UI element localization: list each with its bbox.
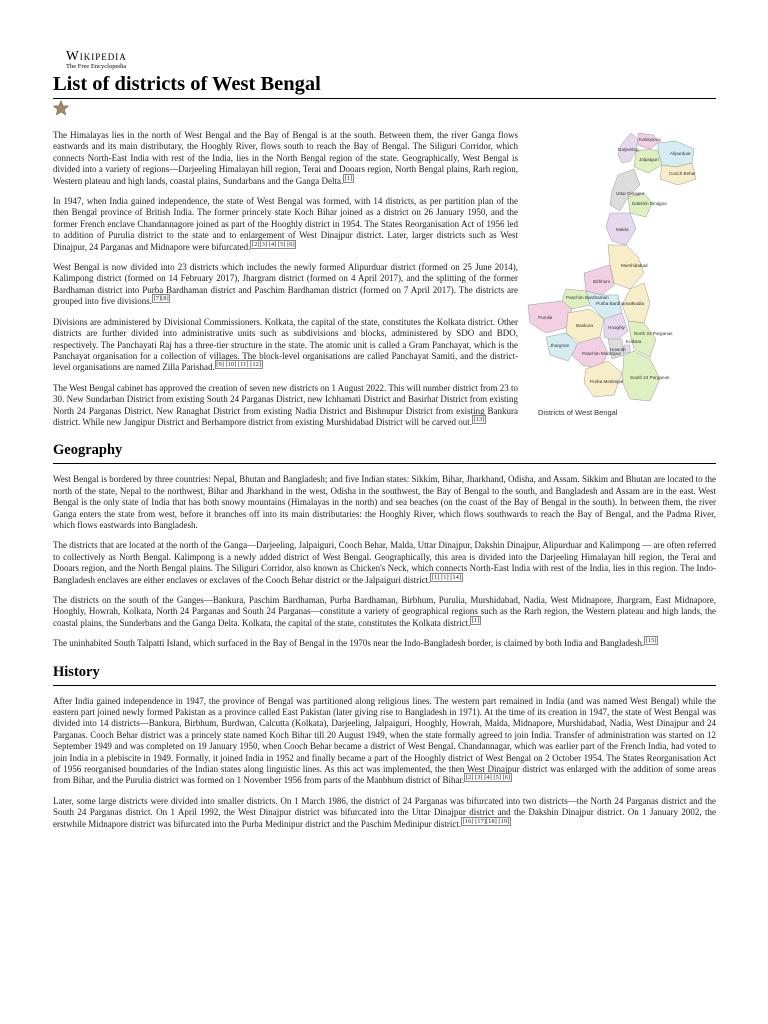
map-label: Cooch Behar [669, 171, 696, 176]
section-heading-geography: Geography [53, 442, 123, 459]
map-caption: Districts of West Bengal [538, 408, 618, 417]
map-label: Paschim Medinipur [582, 351, 622, 356]
map-label: South 24 Parganas [630, 375, 670, 380]
map-label: Nadia [632, 301, 645, 306]
map-label: Darjeeling [618, 147, 639, 152]
district-map-figure [526, 133, 716, 418]
history-paragraph-1 [53, 696, 716, 787]
map-label: Howrah [610, 347, 626, 352]
intro-text-3: West Bengal is now divided into 23 districts which includes the newly formed Alipurduar district (formed on 25 June 2014), Kalimpong district (formed on 14 February 2017), Jhargram district (formed on 4 April 2017), and the splitting of the former Bardhaman district into Purba Bardhaman district and Paschim Bardhaman district (formed on 7 April 2017). The districts are grouped into five divisions. [53, 262, 518, 307]
citation[interactable]: [2][3] [4] [5] [6] [251, 240, 295, 248]
citation[interactable]: [16] [17][18] [19] [462, 817, 510, 825]
map-label: Murshidabad [621, 263, 648, 268]
map-label: Purba Medinipur [590, 379, 624, 384]
map-label: Jhargram [550, 343, 570, 348]
map-label: Malda [616, 227, 629, 232]
map-label: Paschim Bardhaman [566, 295, 609, 300]
citation[interactable]: [15] [645, 637, 657, 645]
wordmark-title: Wikipedia [66, 48, 127, 63]
citation[interactable]: [1] [471, 616, 480, 624]
map-label: Alipurduar [670, 151, 691, 156]
map-label: Bankura [576, 323, 594, 328]
intro-text-5: The West Bengal cabinet has approved the creation of seven new districts on 1 August 2022. This will number district from 23 to 30. New Sundarban District from existing South 24 Parganas District, new Ichhamati District and Basirhat District from existing North 24 Parganas District. New Ranaghat District from existing Nadia District and Bishnupur District from existing Bankura district. While new Jangipur District and Berhampore district from existing Murshidabad District will be carved out. [53, 382, 518, 427]
featured-star-icon [53, 100, 69, 116]
article-body [53, 130, 716, 830]
section-rule [53, 463, 716, 464]
intro-text-1: The Himalayas lies in the north of West Bengal and the Bay of Bengal is at the south. Between them, the river Ganga flows eastwards and its main distributary, the Hooghly River, flows south to reach the Bay of Bengal. The Siliguri Corridor, which connects North-East India with rest of the India, lies in the North Bengal region of the state. Geographically, West Bengal is divided into a variety of regions—Darjeeling Himalayan hill region, Terai and Dooars region, North Bengal plains, Rarh region, Western plateau and high lands, coastal plains, Sundarbans and the Ganga Delta. [53, 130, 518, 186]
section-rule [53, 685, 716, 686]
map-label: Hooghly [608, 325, 625, 330]
page-title: List of districts of West Bengal [53, 73, 321, 95]
map-label: Jalpaiguri [639, 157, 659, 162]
geography-paragraph-4 [53, 638, 716, 649]
citation[interactable]: [7][8] [153, 295, 169, 303]
map-label: Dakshin Dinajpur [632, 201, 667, 206]
map-label: Birbhum [593, 279, 611, 284]
history-text-1: After India gained independence in 1947, the province of Bengal was partitioned along religious lines. The western part remained in India (and was named West Bengal) while the eastern part joined newly formed Pakistan as a province called East Pakistan (later giving rise to Bangladesh in 1971). At the time of its creation in 1947, the state of West Bengal was divided into 14 districts—Bankura, Birbhum, Burdwan, Calcutta (Kolkata), Darjeeling, Jalpaiguri, Hooghly, Howrah, Malda, Midnapore, Murshidabad, Nadia, West Dinajpur and 24 Parganas. Cooch Behar district was a princely state named Koch Bihar till 20 August 1949, when the state formally agreed to join India. Transfer of administration was started on 12 September 1949 and was completed on 19 January 1950, when Cooch Behar became a district of West Bengal. Chandannagar, which was earlier part of the French India, had voted to join India in a plebiscite in 1949. Formally, it joined India in 1952 and finally became a part of the Hooghly district of West Bengal on 2 October 1954. The States Reorganisation Act of 1956 reorganised boundaries of the Indian states along linguistic lines. As this act was implemented, the then West Dinajpur district was enlarged with the addition of some areas from Bihar, and the Purulia district was formed on 1 November 1956 from parts of the Manbhum district of Bihar. [53, 695, 716, 786]
geography-text-3: The districts on the south of the Ganges—Bankura, Paschim Bardhaman, Purba Bardhaman, Birbhum, Purulia, Murshidabad, Nadia, West Midnapore, Jhargram, East Midnapore, Hooghly, Howrah, Kolkata, North 24 Parganas and South 24 Parganas—constitute a variety of geographical regions such as the Rarh region, the Western plateau and high lands, the coastal plains, the Sunderbans and the Ganga Delta. Kolkata, the capital of the state, constitutes the Kolkata district. [53, 595, 716, 628]
wikipedia-wordmark[interactable] [53, 44, 716, 72]
geography-paragraph-1: West Bengal is bordered by three countries: Nepal, Bhutan and Bangladesh; and five Indian states: Sikkim, Bihar, Jharkhand, Odisha, and Assam. Sikkim and Bhutan are located to the north of the state, Nepal to the northwest, Bihar and Jharkhand in the west, Odisha in the southwest, the Bay of Bengal to the south, and Bangladesh and Assam are in the east. West Bengal is the only state of India that has both snowy mountains (Himalayas in the north) and sea beaches (on the coast of the Bay of Bengal in the south). In between them, the river Ganga enters the state from west, before it branches off into its main distributaries: the Hooghly River, which flows southwards to reach the Bay of Bengal, and the Padma River, which flows eastwards into Bangladesh. [53, 474, 716, 530]
article [53, 44, 716, 839]
history-text-2: Later, some large districts were divided into smaller districts. On 1 March 1986, the district of 24 Parganas was bifurcated into two districts—the North 24 Parganas district and the South 24 Parganas district. On 1 April 1992, the West Dinajpur district was bifurcated into the Uttar Dinajpur district and the Dakshin Dinajpur district. On 1 January 2002, the erstwhile Midnapore district was bifurcated into the Purba Medinipur district and the Paschim Medinipur district. [53, 795, 716, 829]
map-label: Uttar Dinajpur [616, 191, 645, 196]
history-paragraph-2 [53, 796, 716, 830]
map-label: Kalimpong [639, 137, 661, 142]
map-label: Kolkata [626, 339, 642, 344]
citation[interactable]: [2] [3] [4] [5] [6] [465, 774, 511, 782]
geography-paragraph-2 [53, 540, 716, 586]
citation[interactable]: [1] [344, 174, 353, 182]
intro-text-4: Divisions are administered by Divisional Commissioners. Kolkata, the capital of the state, constitutes the Kolkata district. Other districts are further divided into administrative units such as subdivisions and blocks, administered by SDO and BDO, respectively. The Panchayati Raj has a three-tier structure in the state. The atomic unit is called a Gram Panchayat, which is the Panchayat organisation for a collection of villages. The block-level organisations are called Panchayat Samiti, and the district-level organisations are named Zilla Parishad. [53, 316, 518, 373]
map-label: North 24 Parganas [634, 331, 673, 336]
map-label: Purba Bardhaman [596, 301, 634, 306]
wordmark-subtitle: The Free Encyclopedia [66, 63, 127, 70]
intro-text-2: In 1947, when India gained independence, the state of West Bengal was formed, with 14 districts, as per partition plan of the then Bengal province of British India. The former princely state Koch Bihar joined as a district on 26 January 1950, and the former French enclave Chandannagore joined as part of the Hooghly district in 1954. The States Reorganisation Act of 1956 led to addition of Purulia district to the state and to enlargement of West Dinajpur district. Later, larger districts such as West Dinajpur, 24 Parganas and Midnapore were bifurcated. [53, 196, 518, 252]
geography-text-4: The uninhabited South Talpatti Island, which surfaced in the Bay of Bengal in the 1970s near the Indo-Bangladesh border, is claimed by both India and Bangladesh. [53, 638, 645, 649]
citation[interactable]: [1] [1] [14] [431, 573, 462, 581]
citation[interactable]: [9] [10] [11] [12] [216, 361, 261, 369]
map-label: Purulia [538, 315, 553, 320]
geography-text-2: The districts that are located at the north of the Ganga—Darjeeling, Jalpaiguri, Cooch Behar, Malda, Uttar Dinajpur, Dakshin Dinajpur, Alipurduar and Kalimpong — are often referred to collectively as North Bengal. Kalimpong is a newly added district of West Bengal. Geographically, this area is divided into the Darjeeling Himalayan hill region, the Terai and Dooars region, and the North Bengal plains. The Siliguri Corridor, also known as Chicken's Neck, which connects North-East India with rest of the India, lies in this region. The Indo-Bangladesh enclaves are either enclaves or exclaves of the Cooch Behar district or the Jalpaiguri district. [53, 540, 716, 585]
geography-paragraph-3 [53, 595, 716, 629]
section-heading-history: History [53, 663, 100, 680]
district-map[interactable] [526, 133, 716, 403]
citation[interactable]: [13] [473, 415, 485, 423]
title-rule [53, 98, 716, 99]
